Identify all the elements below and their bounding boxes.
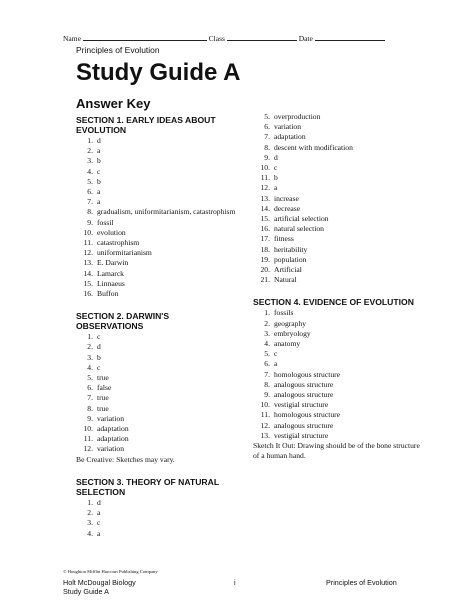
answer-item [253, 224, 423, 234]
subject-label: Principles of Evolution [76, 45, 160, 55]
answer-item [76, 238, 236, 248]
answer-number: 6. [264, 359, 270, 369]
answer-key-heading: Answer Key [76, 96, 151, 111]
footer-chapter: Principles of Evolution [326, 578, 397, 587]
answer-text: d [274, 152, 278, 162]
footer-book-info [63, 578, 136, 596]
answer-item [76, 518, 236, 528]
answer-item [253, 122, 423, 132]
answer-item [76, 146, 236, 156]
answer-text: true [97, 393, 109, 403]
answer-text: embryology [274, 328, 311, 338]
answer-number: 9. [87, 413, 93, 423]
answer-text: d [97, 136, 101, 145]
answer-number: 2. [264, 318, 270, 328]
answer-number: 8. [87, 403, 93, 413]
answer-text: descent with modification [274, 142, 353, 152]
answer-item [76, 363, 236, 373]
answer-text: population [274, 254, 307, 264]
answer-text: vestigial structure [274, 430, 329, 440]
answer-item [76, 187, 236, 197]
section-3-heading: SECTION 3. THEORY OF NATURAL SELECTION [76, 476, 219, 497]
answer-number: 7. [264, 132, 270, 142]
answer-number: 4. [264, 339, 270, 349]
answer-number: 8. [87, 207, 93, 217]
answer-item [253, 359, 423, 369]
answer-number: 12. [260, 183, 270, 193]
answer-number: 4. [87, 528, 93, 538]
answer-text: Natural [274, 275, 297, 285]
answer-text: a [97, 187, 101, 197]
answer-text: d [97, 342, 101, 352]
answer-item [253, 245, 423, 255]
section-3-answers-continued [253, 112, 423, 285]
left-column [76, 115, 236, 539]
answer-item [76, 228, 236, 238]
answer-item [253, 153, 423, 163]
answer-text: a [97, 197, 101, 207]
section-4-heading: SECTION 4. EVIDENCE OF EVOLUTION [253, 297, 414, 308]
answer-item [76, 218, 236, 228]
answer-text: true [97, 403, 109, 413]
copyright-notice: © Houghton Mifflin Harcourt Publishing Company [63, 569, 158, 574]
answer-number: 1. [87, 497, 93, 507]
answer-number: 4. [87, 166, 93, 176]
answer-text: b [97, 156, 101, 166]
answer-text: true [97, 373, 109, 383]
answer-number: 5. [264, 112, 270, 121]
answer-text: adaptation [274, 132, 306, 142]
page-title: Study Guide A [76, 59, 241, 86]
answer-number: 11. [260, 410, 270, 420]
answer-number: 10. [260, 163, 270, 173]
answer-number: 13. [260, 430, 270, 440]
name-class-date-header [63, 32, 403, 43]
answer-number: 14. [260, 203, 270, 213]
answer-text: a [97, 508, 101, 518]
answer-number: 13. [260, 193, 270, 203]
section-2-answers [76, 332, 236, 454]
answer-text: analogous structure [274, 420, 334, 430]
answer-text: vestigial structure [274, 400, 329, 410]
answer-number: 14. [83, 268, 93, 278]
answer-text: b [97, 176, 101, 186]
answer-number: 5. [87, 373, 93, 383]
answer-item [253, 329, 423, 339]
answer-number: 4. [87, 362, 93, 372]
answer-item [253, 255, 423, 265]
answer-text: fossils [274, 308, 294, 318]
answer-number: 6. [87, 187, 93, 197]
answer-number: 3. [87, 352, 93, 362]
section-4-answers [253, 308, 423, 441]
answer-item [76, 248, 236, 258]
answer-item [76, 289, 236, 299]
answer-text: homologous structure [274, 369, 341, 379]
answer-number: 2. [87, 342, 93, 352]
answer-item [76, 383, 236, 393]
date-blank [315, 32, 385, 41]
answer-text: variation [274, 122, 301, 132]
answer-number: 7. [87, 197, 93, 207]
answer-number: 3. [87, 156, 93, 166]
answer-text: overproduction [274, 112, 321, 121]
answer-text: Artificial [274, 265, 302, 275]
answer-number: 16. [260, 224, 270, 234]
answer-text: b [274, 173, 278, 183]
answer-item [253, 234, 423, 244]
section-1-heading: SECTION 1. EARLY IDEAS ABOUT EVOLUTION [76, 115, 216, 135]
section-4-note: Sketch It Out: Drawing should be of the bone structure of a human hand. [253, 441, 420, 461]
answer-text: fossil [97, 217, 114, 227]
answer-item [76, 424, 236, 434]
answer-text: natural selection [274, 224, 324, 234]
answer-number: 21. [260, 275, 270, 285]
answer-number: 13. [83, 258, 93, 268]
answer-item [253, 183, 423, 193]
section-3-answers [76, 498, 236, 539]
answer-number: 11. [260, 173, 270, 183]
answer-item [76, 332, 236, 342]
answer-number: 6. [87, 383, 93, 393]
answer-item [76, 207, 236, 217]
answer-text: c [274, 163, 278, 173]
right-column [253, 112, 423, 462]
answer-text: Linnaeus [97, 278, 125, 288]
answer-item [76, 373, 236, 383]
answer-item [76, 167, 236, 177]
section-2-heading: SECTION 2. DARWIN'S OBSERVATIONS [76, 311, 170, 332]
answer-text: c [97, 332, 101, 342]
answer-item [253, 275, 423, 285]
answer-number: 2. [87, 508, 93, 518]
answer-item [76, 269, 236, 279]
answer-text: a [274, 183, 278, 193]
answer-text: heritability [274, 244, 308, 254]
answer-item [76, 414, 236, 424]
answer-text: c [97, 166, 101, 176]
name-blank [83, 32, 207, 41]
answer-item [76, 279, 236, 289]
answer-number: 11. [83, 238, 93, 248]
answer-item [253, 421, 423, 431]
answer-item [253, 410, 423, 420]
answer-number: 5. [264, 349, 270, 359]
answer-item [253, 163, 423, 173]
answer-text: c [274, 349, 278, 359]
footer-guide: Study Guide A [63, 587, 109, 596]
answer-number: 17. [260, 234, 270, 244]
answer-number: 7. [264, 369, 270, 379]
answer-number: 9. [264, 390, 270, 400]
answer-text: b [97, 352, 101, 362]
answer-number: 5. [87, 176, 93, 186]
answer-text: variation [97, 413, 124, 423]
answer-item [253, 214, 423, 224]
answer-number: 18. [260, 244, 270, 254]
answer-item [76, 404, 236, 414]
answer-number: 15. [83, 278, 93, 288]
answer-item [76, 136, 236, 146]
answer-item [76, 353, 236, 363]
answer-item [253, 265, 423, 275]
answer-number: 10. [260, 400, 270, 410]
answer-text: false [97, 383, 112, 393]
answer-text: decrease [274, 203, 301, 213]
answer-text: c [97, 518, 101, 528]
answer-text: d [97, 497, 101, 507]
answer-number: 8. [264, 379, 270, 389]
answer-number: 15. [260, 214, 270, 224]
answer-text: evolution [97, 227, 126, 237]
answer-item [253, 339, 423, 349]
answer-item [76, 393, 236, 403]
answer-item [76, 529, 236, 539]
answer-number: 8. [264, 142, 270, 152]
answer-number: 10. [83, 424, 93, 434]
answer-item [76, 498, 236, 508]
answer-text: adaptation [97, 424, 129, 434]
answer-text: E. Darwin [97, 258, 129, 268]
answer-text: a [97, 146, 101, 156]
answer-item [253, 380, 423, 390]
answer-item [76, 444, 236, 454]
answer-item [76, 434, 236, 444]
answer-item [253, 390, 423, 400]
answer-number: 19. [260, 254, 270, 264]
section-1-answers [76, 136, 236, 299]
answer-item [253, 204, 423, 214]
answer-text: Lamarck [97, 268, 124, 278]
answer-text: gradualism, uniformitarianism, catastrophism [97, 207, 236, 217]
answer-text: increase [274, 193, 299, 203]
answer-number: 2. [87, 146, 93, 156]
page-number: i [234, 578, 236, 587]
class-label: Class [208, 34, 225, 43]
answer-number: 9. [264, 152, 270, 162]
answer-item [76, 258, 236, 268]
name-label: Name [63, 34, 81, 43]
answer-item [253, 308, 423, 318]
answer-number: 16. [83, 289, 93, 299]
answer-text: c [97, 362, 101, 372]
answer-number: 12. [260, 420, 270, 430]
answer-number: 12. [83, 248, 93, 258]
answer-item [253, 112, 423, 122]
answer-number: 12. [83, 444, 93, 454]
answer-number: 6. [264, 122, 270, 132]
answer-item [253, 370, 423, 380]
answer-text: analogous structure [274, 390, 334, 400]
answer-text: geography [274, 318, 307, 328]
answer-item [253, 431, 423, 441]
answer-number: 7. [87, 393, 93, 403]
answer-number: 3. [87, 518, 93, 528]
answer-number: 20. [260, 265, 270, 275]
answer-text: analogous structure [274, 379, 334, 389]
answer-item [253, 132, 423, 142]
answer-item [76, 342, 236, 352]
answer-text: homologous structure [274, 410, 341, 420]
answer-text: variation [97, 444, 124, 454]
answer-item [76, 177, 236, 187]
answer-text: fitness [274, 234, 294, 244]
answer-item [253, 173, 423, 183]
answer-text: anatomy [274, 339, 301, 349]
answer-item [76, 156, 236, 166]
answer-number: 11. [83, 434, 93, 444]
answer-item [253, 349, 423, 359]
date-label: Date [298, 34, 313, 43]
answer-text: adaptation [97, 434, 129, 444]
class-blank [227, 32, 297, 41]
answer-number: 10. [83, 227, 93, 237]
answer-text: a [97, 528, 101, 538]
answer-text: a [274, 359, 278, 369]
answer-text: Buffon [97, 289, 119, 299]
answer-item [76, 508, 236, 518]
answer-number: 1. [264, 308, 270, 318]
answer-number: 1. [87, 332, 93, 342]
answer-item [253, 400, 423, 410]
footer-book: Holt McDougal Biology [63, 578, 136, 587]
answer-item [253, 194, 423, 204]
answer-item [76, 197, 236, 207]
answer-number: 1. [87, 136, 93, 145]
answer-text: uniformitarianism [97, 248, 152, 258]
answer-number: 9. [87, 217, 93, 227]
answer-number: 3. [264, 328, 270, 338]
section-2-note: Be Creative: Sketches may vary. [76, 454, 175, 464]
answer-item [253, 319, 423, 329]
answer-text: catastrophism [97, 238, 140, 248]
answer-text: artificial selection [274, 214, 329, 224]
answer-item [253, 143, 423, 153]
